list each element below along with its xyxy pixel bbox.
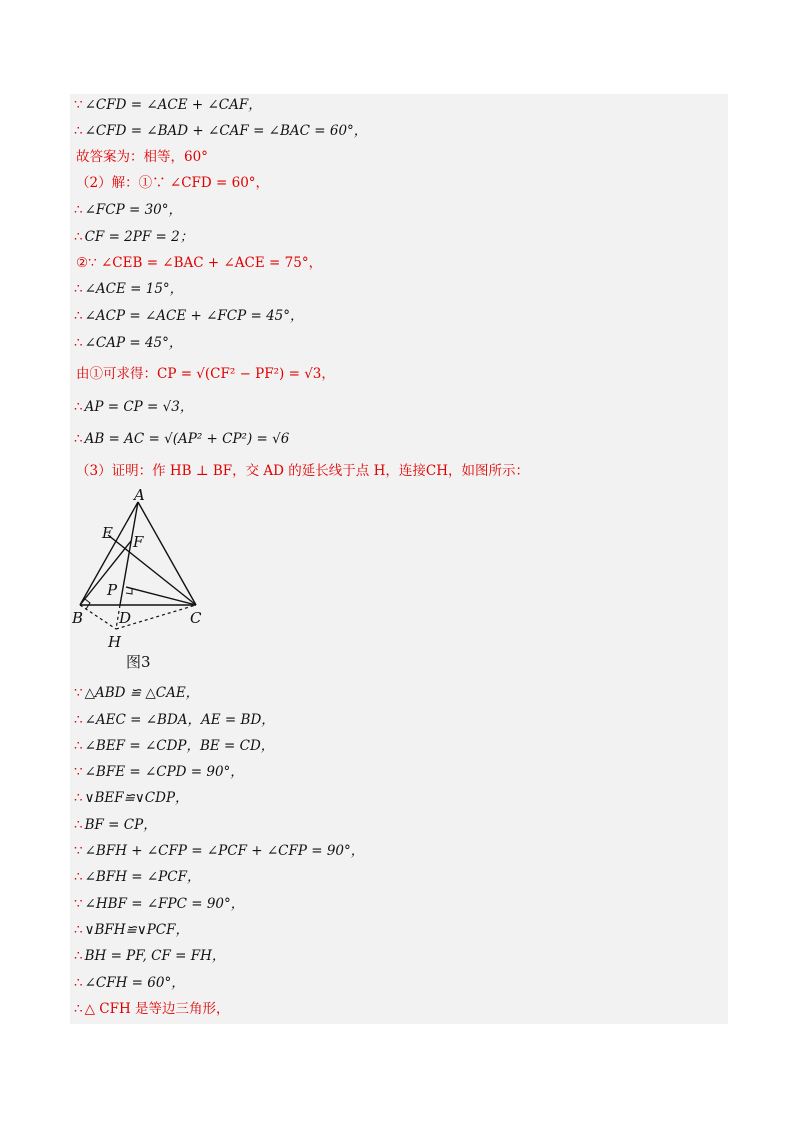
symbol: ∴ (74, 431, 83, 447)
symbol: ∵ (74, 843, 83, 859)
figure-svg (72, 487, 222, 652)
line-10 (74, 334, 182, 352)
line-text: ∠AEC = ∠BDA，AE = BD， (84, 712, 275, 728)
line-text: ∠CFD = ∠BAD + ∠CAF = ∠BAC = 60°， (84, 123, 368, 139)
line-5 (74, 201, 182, 219)
line-11 (74, 365, 335, 383)
symbol: ∵ (74, 764, 83, 780)
line-19 (74, 789, 189, 807)
line-text: △ CFH 是等边三角形， (84, 1001, 230, 1017)
line-text: ②∵ ∠CEB = ∠BAC + ∠ACE = 75°， (76, 255, 323, 271)
part-2-heading: （2）解：①∵ ∠CFD = 60°， (76, 175, 270, 191)
symbol: ∴ (74, 202, 83, 218)
line-12 (74, 398, 193, 416)
line-16 (74, 711, 275, 729)
segment-BH (80, 605, 116, 629)
line-text: ∠CFH = 60°， (84, 975, 185, 991)
line-24 (74, 921, 189, 939)
line-7 (74, 254, 322, 272)
symbol: ∴ (74, 817, 83, 833)
line-2 (74, 122, 367, 140)
line-4 (74, 174, 269, 192)
line-15 (74, 684, 199, 702)
symbol: ∴ (74, 712, 83, 728)
line-23 (74, 895, 244, 913)
line-text: BF = CP， (84, 817, 157, 833)
symbol: ∴ (74, 790, 83, 806)
symbol: ∴ (74, 308, 83, 324)
line-26 (74, 974, 185, 992)
right-angle-mark-B (85, 599, 90, 609)
label-D: D (119, 609, 132, 627)
segment-BF (80, 541, 131, 605)
answer-text: 故答案为：相等，60° (76, 149, 208, 165)
label-P: P (107, 581, 118, 599)
line-25 (74, 947, 225, 965)
line-text: ∠ACE = 15°， (84, 281, 184, 297)
symbol: ∴ (74, 399, 83, 415)
label-A: A (134, 487, 145, 504)
line-text: ∠BEF = ∠CDP，BE = CD， (84, 738, 275, 754)
line-14 (74, 462, 529, 480)
label-H: H (108, 633, 122, 651)
symbol: ∴ (74, 1001, 83, 1017)
line-1 (74, 96, 262, 114)
line-27 (74, 1000, 230, 1018)
label-C: C (190, 609, 202, 627)
symbol: ∴ (74, 869, 83, 885)
line-9 (74, 307, 304, 325)
line-text: ∨BEF≌∨CDP， (84, 790, 189, 806)
part-3-heading: （3）证明：作 HB ⊥ BF，交 AD 的延长线于点 H，连接CH，如图所示： (76, 463, 529, 479)
symbol: ∴ (74, 948, 83, 964)
line-6 (74, 228, 193, 246)
line-18 (74, 763, 244, 781)
symbol: ∴ (74, 229, 83, 245)
line-21 (74, 842, 364, 860)
label-B: B (72, 609, 84, 627)
symbol: ∵ (74, 685, 83, 701)
line-text: BH = PF, CF = FH， (84, 948, 226, 964)
line-3 (74, 148, 208, 166)
line-text: △ABD ≌ △CAE， (84, 685, 200, 701)
line-text: AB = AC = √(AP² + CP²) = √6 (84, 431, 290, 447)
line-text: ∠ACP = ∠ACE + ∠FCP = 45°， (84, 308, 304, 324)
line-text: ∠BFE = ∠CPD = 90°， (84, 764, 244, 780)
symbol: ∴ (74, 123, 83, 139)
line-13 (74, 430, 289, 448)
geometry-figure (72, 487, 222, 656)
symbol: ∴ (74, 922, 83, 938)
symbol: ∴ (74, 738, 83, 754)
label-E: E (102, 524, 113, 542)
line-17 (74, 737, 274, 755)
symbol: ∵ (74, 896, 83, 912)
line-text: AP = CP = √3， (84, 399, 194, 415)
line-text: ∨BFH≌∨PCF， (84, 922, 190, 938)
line-text: ∠CAP = 45°， (84, 335, 183, 351)
label-F: F (133, 533, 144, 551)
symbol: ∴ (74, 335, 83, 351)
line-22 (74, 868, 200, 886)
segment-AC (138, 502, 196, 605)
symbol: ∵ (74, 97, 83, 113)
line-text: ∠FCP = 30°， (84, 202, 183, 218)
line-text: ∠BFH = ∠PCF， (84, 869, 201, 885)
line-8 (74, 280, 183, 298)
symbol: ∴ (74, 281, 83, 297)
figure-caption: 图3 (126, 653, 151, 671)
line-text: ∠CFD = ∠ACE + ∠CAF， (84, 97, 262, 113)
line-20 (74, 816, 157, 834)
line-text: 由①可求得：CP = √(CF² − PF²) = √3， (76, 366, 335, 382)
symbol: ∴ (74, 975, 83, 991)
line-text: CF = 2PF = 2； (84, 229, 194, 245)
line-text: ∠BFH + ∠CFP = ∠PCF + ∠CFP = 90°， (84, 843, 365, 859)
line-text: ∠HBF = ∠FPC = 90°， (84, 896, 245, 912)
